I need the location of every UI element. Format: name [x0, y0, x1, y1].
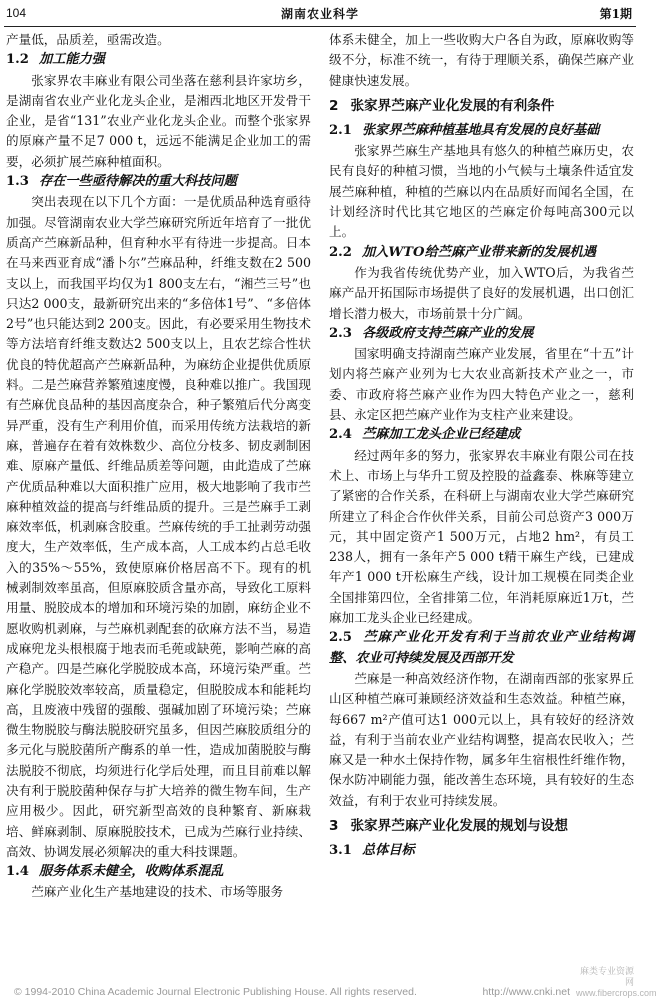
paragraph: 张家界农丰麻业有限公司坐落在慈利县许家坊乡，是湖南省农业产业化龙头企业，是湘西北地区开发骨干企业，是省“131”农业产业化龙头企业。而整个张家界的原麻产量不足7 000 t，远远不能满足企业加工的需要，必须扩展苎麻种植面积。 [6, 72, 311, 169]
issue-number: 第1期 [599, 7, 632, 21]
section-heading-3 [329, 815, 634, 837]
paragraph: 产量低，品质差，亟需改造。 [6, 32, 170, 47]
section-heading-1-3 [6, 172, 311, 192]
section-title: 服务体系未健全，收购体系混乱 [38, 864, 224, 880]
right-column [329, 30, 634, 988]
section-heading-2 [329, 95, 634, 117]
section-number: 3.1 [329, 842, 352, 858]
watermark-url: www.fibercrops.com [576, 988, 657, 998]
section-title: 各级政府支持苎麻产业的发展 [361, 325, 534, 341]
section-title: 苎麻加工龙头企业已经建成 [361, 427, 521, 443]
section-heading-3-1 [329, 841, 634, 861]
paragraph: 张家界苎麻生产基地具有悠久的种植苎麻历史，农民有良好的种植习惯，当地的小气候与土壤条件适宜发展苎麻种植，种植的苎麻以内在品质好而闻名全国，在计划经济时代比其它地区的苎麻定价每吨高300元以上。 [329, 143, 634, 240]
section-title: 张家界苎麻种植基地具有发展的良好基础 [361, 122, 600, 138]
watermark-name: 麻类专业资源网 [579, 966, 634, 987]
section-title: 加入WTO给苎麻产业带来新的发展机遇 [361, 244, 596, 260]
page-header [0, 0, 640, 28]
left-column [6, 30, 311, 988]
section-title: 总体目标 [361, 842, 415, 858]
copyright-notice: © 1994-2010 China Academic Journal Electronic Publishing House. All rights reserved. [14, 986, 417, 998]
paragraph: 作为我省传统优势产业，加入WTO后，为我省苎麻产品开拓国际市场提供了良好的发展机遇，出口创汇增长潜力极大，市场前景十分广阔。 [329, 264, 634, 321]
section-heading-2-3 [329, 324, 634, 344]
section-number: 1.3 [6, 174, 29, 190]
paragraph: 苎麻产业化生产基地建设的技术、市场等服务 [31, 884, 284, 900]
section-title: 张家界苎麻产业化发展的规划与设想 [350, 817, 568, 834]
journal-title: 湖南农业科学 [280, 7, 359, 21]
section-number: 2.1 [329, 122, 352, 138]
section-number: 1.4 [6, 864, 29, 880]
section-heading-2-5 [329, 628, 634, 669]
section-number: 2.4 [329, 427, 352, 443]
paragraph: 突出表现在以下几个方面：一是优质品种选育亟待加强。尽管湖南农业大学苎麻研究所近年培育了一批优质高产苎麻新品种，但育种水平有待进一步提高。日本在马来西亚育成“潘卜尔”苎麻品种，纤维支数在2 500支以上，而我国平均仅为1 800支左右，“湘苎三号”也只达2 000支，最新研究出来的“多倍体1号”、“多倍体2号”也只能达到2 200支。因此，有必要采用生物技术等方法培育纤维支数达2 500支以上，且农艺综合性状优良的特优超高产苎麻新品种，为麻纺企业提供优质原料。二是苎麻营养繁殖速度慢，良种难以推广。我国现有苎麻优良品种的基因高度杂合，种子繁殖后代分离变异严重，没有生产利用价值，而采用传统方法栽培的新麻，普遍存在着有效株数少、高位分枝多、韧皮剥制困难、原麻产量低、纤维品质差等问题，由此造成了苎麻产优质品种难以大面积推广应用，极大地影响了我市苎麻种植效益的提高与纤维品质的提升。三是苎麻手工剥麻效率低，机剥麻含胶重。苎麻传统的手工扯剥劳动强度大，生产效率低，生产成本高，人工成本约占总毛收入的35%～55%，致使原麻价格居高不下。现有的机械剥制效率虽高，但原麻胶质含量亦高，导致化工原料用量、脱胶成本的增加和环境污染的加剧，麻纺企业不愿收购机剥麻，与苎麻机剥配套的砍麻方法不当，易造成麻兜龙头根根腐于地表而毛蔸或缺蔸，影响苎麻的高产稳产。四是苎麻化学脱胶成本高，环境污染严重。苎麻化学脱胶效率较高，质量稳定，但脱胶成本和能耗均高，且废液中残留的强酸、强碱加剧了环境污染；苎麻微生物脱胶与酶法脱胶研究虽多，但因苎麻胶质组分的多元化与脱胶菌所产酶系的单一性，造成加菌脱胶与酶法脱胶不彻底，均须进行化学后处理，而且目前难以解决有利于脱胶菌种保存与扩大培养的微生物车间，生产应用极少。因此，研究新型高效的良种繁育、新麻栽培、鲜麻剥制、原麻脱胶技术，已成为苎麻行业持续、高效、协调发展必须解决的重大科技课题。 [6, 194, 311, 859]
footer-url: http://www.cnki.net [482, 986, 570, 998]
section-number: 1.2 [6, 52, 29, 68]
section-number: 3 [329, 817, 339, 834]
section-heading-2-1 [329, 121, 634, 141]
section-title: 加工能力强 [38, 52, 105, 68]
watermark [576, 966, 657, 999]
section-number: 2 [329, 97, 339, 114]
paragraph: 经过两年多的努力，张家界农丰麻业有限公司在技术上、市场上与华升工贸及控股的益鑫泰、株麻等建立了紧密的合作关系，在科研上与湖南农业大学苎麻研究所建立了科企合作伙伴关系，目前公司总资产3 000万元，其中固定资产1 500万元，占地2 hm²，有员工238人，拥有一条年产5 000 t精干麻生产线，已建成年产1 000 t开松麻生产线，设计加工规模在同类企业全国排第四位，全省排第二位，年消耗原麻近1万t，苎麻加工龙头企业已经建成。 [329, 447, 634, 626]
section-title: 张家界苎麻产业化发展的有利条件 [350, 97, 555, 114]
page-number: 104 [6, 6, 27, 20]
section-title: 苎麻产业化开发有利于当前农业产业结构调整、农业可持续发展及西部开发 [329, 630, 634, 666]
section-number: 2.2 [329, 244, 352, 260]
header-rule [4, 26, 636, 27]
paragraph: 国家明确支持湖南苎麻产业发展，省里在“十五”计划内将苎麻产业列为七大农业高新技术产业之一，市委、市政府将苎麻产业作为四大特色产业之一，慈利县、永定区把苎麻产业作为支柱产业来建设。 [329, 346, 634, 423]
section-heading-1-2 [6, 50, 311, 70]
paragraph: 苎麻是一种高效经济作物，在湖南西部的张家界丘山区种植苎麻可兼顾经济效益和生态效益。种植苎麻，每667 m²产值可达1 000元以上，具有较好的经济效益，有利于当前农业产业结构调整，提高农民收入；苎麻又是一种水土保持作物，属多年生宿根性纤维作物，保水防冲刷能力强，能改善生态环境，具有较好的生态效益，有利于农业可持续发展。 [329, 670, 634, 808]
section-number: 2.3 [329, 325, 352, 341]
section-heading-2-4 [329, 425, 634, 445]
section-heading-2-2 [329, 243, 634, 263]
section-number: 2.5 [329, 630, 352, 646]
section-heading-1-4 [6, 862, 311, 882]
page-footer [0, 986, 657, 1000]
section-title: 存在一些亟待解决的重大科技问题 [38, 174, 237, 190]
paragraph: 体系未健全，加上一些收购大户各自为政，原麻收购等级不分，标准不统一，有待于理顺关系，确保苎麻产业健康快速发展。 [329, 32, 634, 88]
